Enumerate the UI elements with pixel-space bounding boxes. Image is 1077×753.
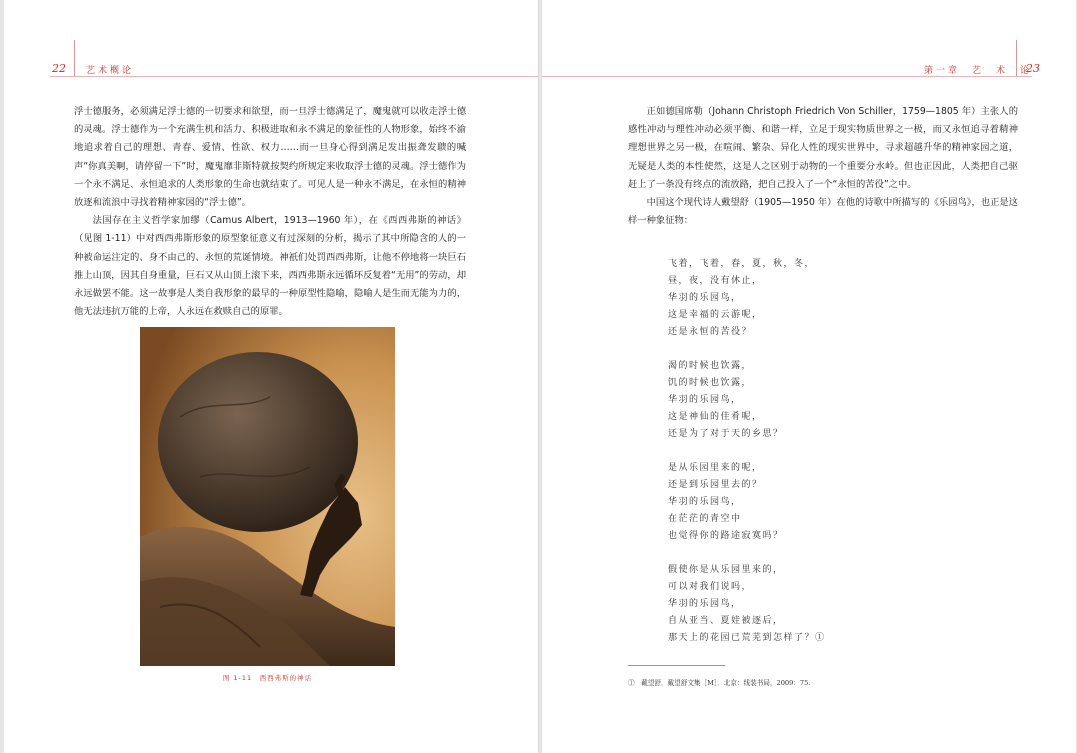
poem-line: 华羽的乐园鸟， <box>668 395 742 405</box>
footnote: ① 戴望舒．戴望舒文集［M］．北京：线装书局，2009：75. <box>628 679 811 687</box>
header-tick <box>74 40 75 76</box>
poem-line: 还是永恒的苦役？ <box>668 327 753 337</box>
poem-line: 渴的时候也饮露， <box>668 361 753 371</box>
poem-line: 在茫茫的青空中 <box>668 514 742 524</box>
poem-line: 是从乐园里来的呢， <box>668 463 763 473</box>
header-rule <box>50 76 538 77</box>
poem-line: 华羽的乐园鸟， <box>668 599 742 609</box>
poem-stanza <box>668 460 826 545</box>
running-head: 艺术概论 <box>86 66 135 76</box>
poem-line: 这是神仙的佳肴呢， <box>668 412 763 422</box>
footnote-rule <box>628 665 725 666</box>
figure-caption: 图 1-11 西西弗斯的神话 <box>222 674 313 682</box>
left-body-text <box>74 103 466 321</box>
paragraph: 法国存在主义哲学家加缪（Camus Albert，1913—1960 年），在《西西弗斯的神话》（见图 1-11）中对西西弗斯形象的原型象征意义有过深刻的分析，揭示了其中所隐含的人的一种被命运注定的、身不由己的、永恒的荒诞情境。神祇们处罚西西弗斯，让他不停地将一块巨石推上山顶，因其自身重量，巨石又从山顶上滚下来，西西弗斯永远循环反复着“无用”的劳动，却永远做罢不能。这一故事是人类自我形象的最早的一种原型性隐喻，隐喻人是生而无能为力的，他无法违抗万能的上帝，人永远在救赎自己的原罪。 <box>74 215 466 318</box>
poem-line: 华羽的乐园鸟， <box>668 293 742 303</box>
poem-line: 还是为了对于天的乡思？ <box>668 429 784 439</box>
paragraph: 中国这个现代诗人戴望舒（1905—1950 年）在他的诗歌中所描写的《乐园鸟》，也正是这样一种象征物： <box>628 197 1018 227</box>
poem-line: 飞着，飞着，春，夏，秋，冬， <box>668 259 816 269</box>
poem-line: 也觉得你的路途寂寞吗？ <box>668 531 784 541</box>
poem-line: 饥的时候也饮露， <box>668 378 753 388</box>
right-body-text <box>628 103 1018 230</box>
poem-line: 可以对我们说吗， <box>668 582 753 592</box>
poem-line: 还是到乐园里去的？ <box>668 480 763 490</box>
right-page <box>542 0 1076 753</box>
page-number: 23 <box>1026 62 1040 75</box>
page-number: 22 <box>52 62 66 75</box>
figure-sisyphus-image <box>140 327 395 666</box>
left-page <box>4 0 538 753</box>
poem-line: 那天上的花园已荒芜到怎样了？① <box>668 633 826 643</box>
header-rule <box>542 76 1032 77</box>
running-head: 第一章 艺 术 论 <box>924 66 1033 76</box>
poem-line: 华羽的乐园鸟， <box>668 497 742 507</box>
paragraph: 正如德国席勒（Johann Christoph Friedrich Von Schiller，1759—1805 年）主张人的感性冲动与理性冲动必须平衡、和谐一样，立足于现实物质世界之一极，而又永恒追寻着精神理想世界之另一极，在喧闹、繁杂、异化人性的现实世界中，寻求超越升华的精神家园之道，无疑是人类的本性使然，这是人之区别于动物的一个重要分水岭。但也正因此，人类把自己驱赶上了一条没有终点的流放路，把自己投入了一个“永恒的苦役”之中。 <box>628 106 1018 190</box>
poem-line: 假使你是从乐园里来的， <box>668 565 784 575</box>
paragraph: 浮士德服务，必须满足浮士德的一切要求和欲望，而一旦浮士德满足了，魔鬼就可以收走浮士德的灵魂。浮士德作为一个充满生机和活力、积极进取和永不满足的象征性的人物形象，始终不渝地追求着自己的理想、青春、爱情、性欲、权力……而一旦身心得到满足发出振聋发聩的喊声“你真美啊，请停留一下”时，魔鬼靡非斯特就按契约所规定来收取浮士德的灵魂。浮士德作为一个永不满足、永恒追求的人类形象的生命也就结束了。可见人是一种永不满足，在永恒的精神放逐和流浪中寻找着精神家园的“浮士德”。 <box>74 106 466 209</box>
poem-paradise-bird <box>668 256 826 664</box>
poem-line: 这是幸福的云游呢， <box>668 310 763 320</box>
poem-stanza <box>668 358 826 443</box>
poem-line: 自从亚当、夏娃被逐后， <box>668 616 784 626</box>
poem-line: 昼，夜，没有休止， <box>668 276 763 286</box>
poem-stanza <box>668 256 826 341</box>
poem-stanza <box>668 562 826 647</box>
